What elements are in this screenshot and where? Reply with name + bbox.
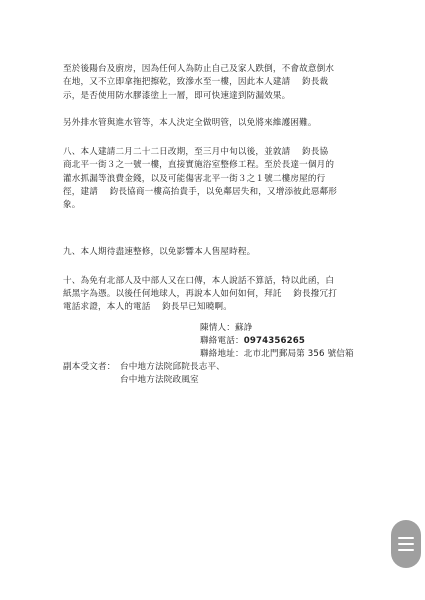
paragraph-line: 電話求證，本人的電話 鈞長早已知曉啊。 (63, 302, 233, 312)
paragraph-line: 紙黑字為憑。以後任何地球人，再說本人如何如何，拜託 鈞長撥冗打 (63, 289, 337, 299)
paragraph-line: 十、為免有北部人及中部人又在口傳，本人說話不算話，特以此函，白 (63, 276, 335, 286)
cc-label: 副本受文者： (63, 362, 116, 372)
paragraph-line: 在地，又不立即拿拖把擦乾，致滲水至一樓，因此本人建請 鈞長裁 (63, 77, 329, 87)
petitioner-name: 陳情人：蘇諍 (200, 323, 253, 333)
paragraph-line: 示，是否使用防水膠漆塗上一層，即可快速達到防漏效果。 (63, 91, 291, 101)
paragraph-line: 至於後陽台及廚房，因為任何人為防止自己及家人跌倒，不會故意倒水 (63, 64, 335, 74)
contact-address: 聯絡地址：北市北門郵局第 356 號信箱 (200, 349, 354, 359)
contact-phone (200, 336, 305, 347)
paragraph-line: 徑，建請 鈞長協商一樓高抬貴手，以免鄰居失和，又增添彼此惡鄰形 (63, 187, 337, 197)
paragraph-line: 灌水抓漏等浪費金錢，以及可能傷害北平一街３之１號二樓房屋的行 (63, 174, 326, 184)
contact-phone-value: 0974356265 (243, 336, 306, 346)
paragraph-line: 象。 (63, 200, 81, 210)
scroll-menu-button[interactable] (391, 520, 421, 568)
paragraph-line: 商北平一街３之一號一樓，直接實施浴室整修工程。至於長達一個月的 (63, 160, 335, 170)
contact-phone-label: 聯絡電話： (200, 336, 244, 346)
paragraph-line: 另外排水管與進水管等，本人決定全做明管，以免將來維護困難。 (63, 118, 317, 128)
paragraph-line: 九、本人期待盡速整修，以免影響本人售屋時程。 (63, 247, 256, 257)
cc-recipient: 台中地方法院政風室 (120, 375, 199, 385)
cc-recipient: 台中地方法院邱院長志平、 (120, 362, 225, 372)
paragraph-line: 八、本人建請二月二十二日改期，至三月中旬以後，並敦請 鈞長協 (63, 147, 329, 157)
